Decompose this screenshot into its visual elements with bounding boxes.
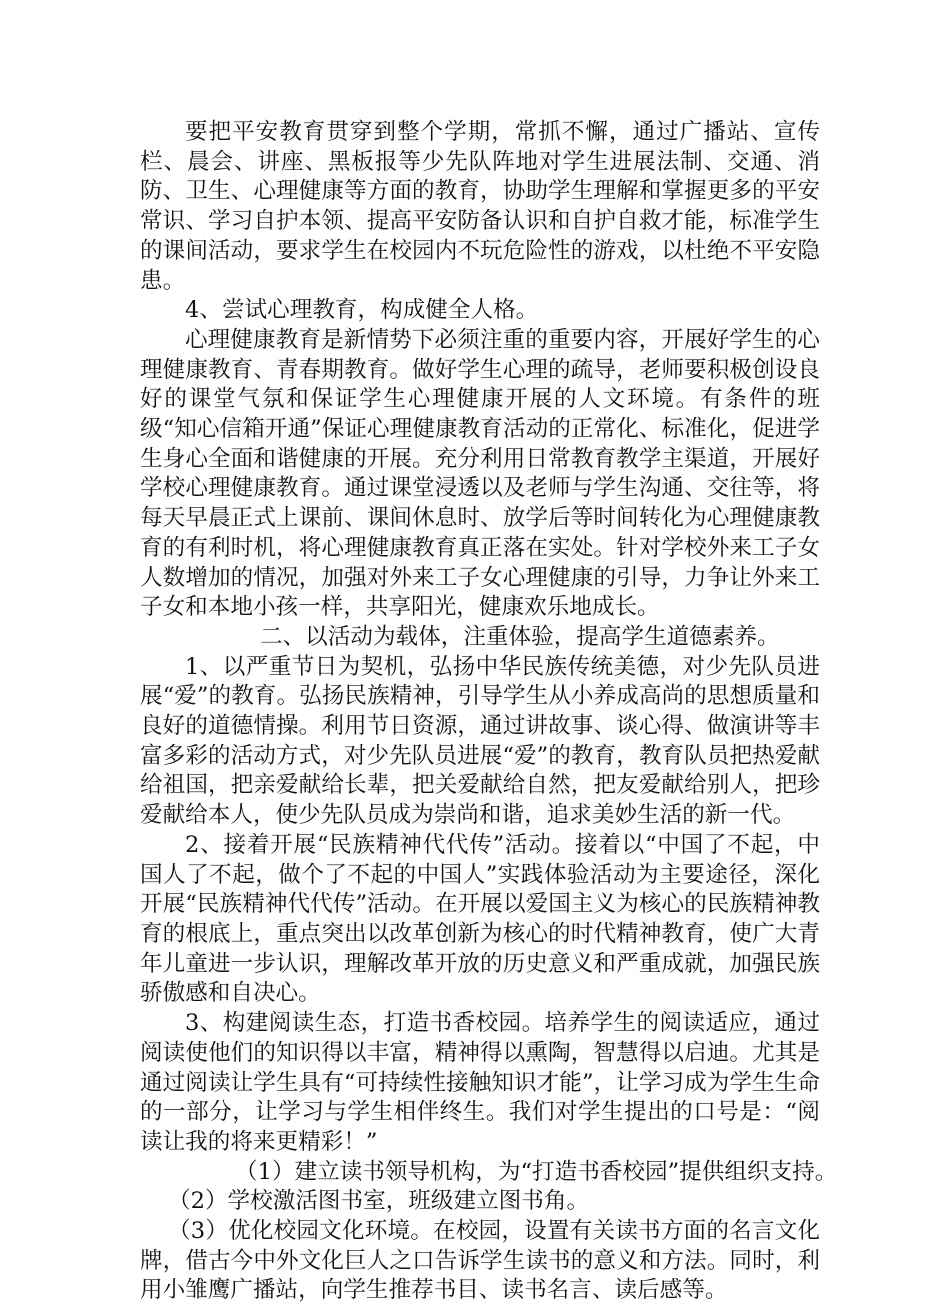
paragraph-mental-health: 心理健康教育是新情势下必须注重的重要内容，开展好学生的心理健康教育、青春期教育。做好学生心理的疏导，老师要积极创设良好的课堂气氛和保证学生心理健康开展的人文环境。有条件的班级“知心信箱开通”保证心理健康教育活动的正常化、标准化，促进学生身心全面和谐健康的开展。充分利用日常教育教学主渠道，开展好学校心理健康教育。通过课堂浸透以及老师与学生沟通、交往等，将每天早晨正式上课前、课间休息时、放学后等时间转化为心理健康教育的有利时机，将心理健康教育真正落在实处。针对学校外来工子女人数增加的情况，加强对外来工子女心理健康的引导，力争让外来工子女和本地小孩一样，共享阳光，健康欢乐地成长。	[140, 326, 820, 621]
document-body	[140, 118, 838, 1306]
paragraph-subitem-1: （1）建立读书领导机构，为“打造书香校园”提供组织支持。	[235, 1158, 838, 1185]
paragraph-subitem-3: （3）优化校园文化环境。在校园，设置有关读书方面的名言文化牌，借古今中外文化巨人之口告诉学生读书的意义和方法。同时，利用小雏鹰广播站，向学生推荐书目、读书名言、读后感等。	[140, 1218, 820, 1304]
paragraph-item-2-national-spirit: 2、接着开展“民族精神代代传”活动。接着以“中国了不起，中国人了不起，做个了不起的中国人”实践体验活动为主要途径，深化开展“民族精神代代传”活动。在开展以爱国主义为核心的民族精神教育的根底上，重点突出以改革创新为核心的时代精神教育，使广大青年儿童进一步认识，理解改革开放的历史意义和严重成就，加强民族骄傲感和自决心。	[140, 831, 820, 1007]
paragraph-item-3-reading: 3、构建阅读生态，打造书香校园。培养学生的阅读适应，通过阅读使他们的知识得以丰富，精神得以熏陶，智慧得以启迪。尤其是通过阅读让学生具有“可持续性接触知识才能”，让学习成为学生生命的一部分，让学习与学生相伴终生。我们对学生提出的口号是：“阅读让我的将来更精彩！”	[140, 1010, 820, 1155]
paragraph-item-1-festivals: 1、以严重节日为契机，弘扬中华民族传统美德，对少先队员进展“爱”的教育。弘扬民族精神，引导学生从小养成高尚的思想质量和良好的道德情操。利用节日资源，通过讲故事、谈心得、做演讲等丰富多彩的活动方式，对少先队员进展“爱”的教育，教育队员把热爱献给祖国，把亲爱献给长辈，把关爱献给自然，把友爱献给别人，把珍爱献给本人，使少先队员成为崇尚和谐，追求美妙生活的新一代。	[140, 653, 820, 829]
section-heading-two: 二、以活动为载体，注重体验，提高学生道德素养。	[260, 623, 780, 650]
paragraph-safety-education: 要把平安教育贯穿到整个学期，常抓不懈，通过广播站、宣传栏、晨会、讲座、黑板报等少先队阵地对学生进展法制、交通、消防、卫生、心理健康等方面的教育，协助学生理解和掌握更多的平安常识、学习自护本领、提高平安防备认识和自护自救才能，标准学生的课间活动，要求学生在校园内不玩危险性的游戏，以杜绝不平安隐患。	[140, 119, 820, 294]
paragraph-subitem-2: （2）学校激活图书室，班级建立图书角。	[168, 1188, 590, 1215]
paragraph-item-4-heading: 4、尝试心理教育，构成健全人格。	[185, 297, 539, 324]
